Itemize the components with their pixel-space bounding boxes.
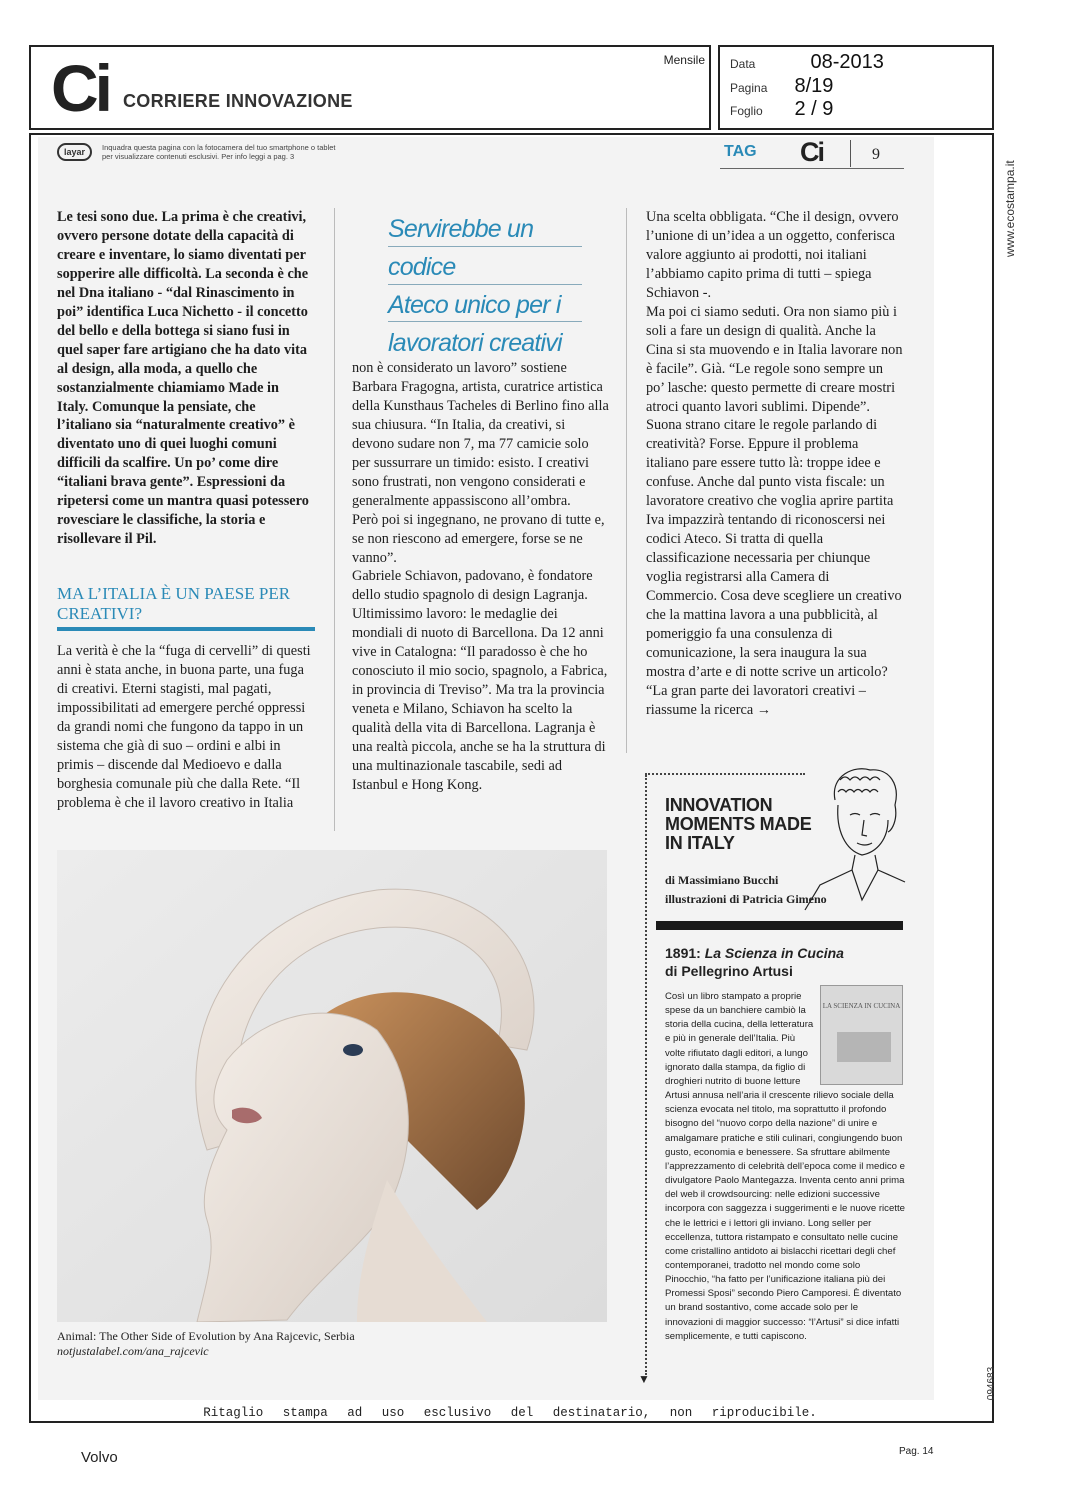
book-heading bbox=[665, 944, 905, 980]
quote-rule bbox=[388, 321, 582, 322]
header-masthead bbox=[29, 45, 711, 130]
sidebar-author: di Massimiano Bucchi bbox=[665, 873, 779, 887]
layar-instructions: Inquadra questa pagina con la fotocamera del tuo smartphone o tablet per visualizzare contenuti esclusivi. Per info leggi a pag. 3 bbox=[102, 143, 336, 161]
photo-caption bbox=[57, 1329, 607, 1359]
book-author: di Pellegrino Artusi bbox=[665, 963, 793, 979]
book-cover-title: LA SCIENZA IN CUCINA bbox=[822, 1002, 901, 1010]
code-text: 094683 bbox=[986, 1366, 998, 1401]
header-metadata bbox=[718, 45, 994, 130]
publication-name: CORRIERE INNOVAZIONE bbox=[123, 91, 353, 111]
caption-text: Animal: The Other Side of Evolution by Ana Rajcevic, Serbia bbox=[57, 1329, 355, 1343]
date-value: 08-2013 bbox=[810, 51, 884, 73]
side-code bbox=[986, 1360, 1010, 1410]
pagina-label: Pagina bbox=[730, 81, 768, 95]
layar-logo-icon: layar bbox=[57, 143, 92, 161]
section-logo: Ci bbox=[800, 137, 823, 167]
article-column-2 bbox=[352, 359, 610, 795]
pagina-row bbox=[730, 75, 833, 98]
pull-quote-line: Ateco unico per i bbox=[388, 291, 561, 319]
date-row bbox=[730, 51, 884, 74]
column-divider bbox=[334, 208, 335, 831]
arrow-down-icon: ▼ bbox=[638, 1372, 650, 1386]
caption-url: notjustalabel.com/ana_rajcevic bbox=[57, 1344, 209, 1358]
sidebar-byline bbox=[665, 871, 885, 909]
intro-paragraph: Le tesi sono due. La prima è che creativi, ovvero persone dotate della capacità di creare e inventare, lo siamo diventati per sopperire alle difficoltà. La seconda è che nel Dna italiano - “dal Rinascimento in poi” identifica Luca Nichetto - il concetto del bello e della bottega si siano fusi in quel saper fare artigiano che ha dato vita al design, alla moda, a quello che sostanzialmente chiamiamo Made in Italy. Comunque la pensiate, che l’italiano sia “naturalmente creativo” è diventato uno di quei luoghi comuni difficili da scalfire. Un po’ come dire “italiani brava gente”. Espressioni da ripetersi come un mantra quasi potessero rovesciare le classifiche, la storia e risollevare il Pil. bbox=[57, 209, 309, 548]
pull-quote bbox=[388, 210, 588, 362]
body-paragraph: Però poi si ingegnano, ne provano di tutte e, se non riescono ad emergere, forse se ne vanno”. bbox=[352, 511, 605, 566]
header-divider bbox=[850, 140, 851, 167]
body-paragraph: non è considerato un lavoro” sostiene Barbara Fragogna, artista, curatrice artistica della Kunsthaus Tacheles di Berlino fino alla sua chiusura. “In Italia, da creativi, si devono sudare non 7, ma 77 camicie solo per sussurrare un timido: esisto. I creativi sono frustrati, non vengono considerati e generalmente appassiscono all’ombra. bbox=[352, 360, 609, 509]
foglio-value: 2 / 9 bbox=[794, 98, 834, 120]
clipping-notice: Ritaglio stampa ad uso esclusivo del destinatario, non riproducibile. bbox=[203, 1406, 817, 1420]
article-subhead: MA L’ITALIA È UN PAESE PER CREATIVI? bbox=[57, 584, 291, 623]
body-paragraph: Una scelta obbligata. “Che il design, ovvero l’unione di un’idea a un oggetto, conferisca valore aggiunto ai prodotti, noi italiani l’abbiamo capito prima di tutti – spiega Schiavon -. bbox=[646, 209, 899, 301]
body-paragraph: Ma poi ci siamo seduti. Ora non siamo più i soli a fare un design di qualità. Anche la Cina si sta muovendo e in Italia lavorare non è facile”. Già. “Le regole sono sempre un po’ lasche: questo permette di creare mostri atroci quanto lavori sublimi. Dipende”. bbox=[646, 303, 903, 415]
sidebar-illustrator: illustrazioni di Patricia Gimeno bbox=[665, 892, 827, 906]
article-intro bbox=[57, 208, 312, 549]
date-label: Data bbox=[730, 57, 756, 71]
pull-quote-line: lavoratori creativi bbox=[388, 329, 562, 357]
foglio-label: Foglio bbox=[730, 104, 763, 118]
sidebar-dotted-rule bbox=[645, 773, 805, 775]
pagina-value: 8/19 bbox=[794, 75, 834, 97]
publication-logo: Ci bbox=[51, 51, 109, 125]
body-paragraph: Gabriele Schiavon, padovano, è fondatore dello studio spagnolo di design Lagranja. Ultimissimo lavoro: le medaglie dei mondiali di nuoto di Barcellona. Da 12 anni vive in Catalogna: “Il paradosso è che ho conosciuto il mio socio, spagnolo, a Fabrica, in provincia di Treviso”. Ma tra la provincia veneta e Milano, Schiavon ha scelto la qualità della vita di Barcellona. Lagranja è una realtà piccola, anche se ha la struttura di una multinazionale tascabile, sedi ad Istanbul e Hong Kong. bbox=[352, 568, 608, 793]
book-title: La Scienza in Cucina bbox=[704, 945, 844, 961]
column-divider bbox=[626, 208, 627, 753]
frequency-label: Mensile bbox=[663, 53, 705, 67]
article-column-1 bbox=[57, 642, 315, 813]
sidebar-bar bbox=[656, 921, 903, 930]
quote-rule bbox=[388, 284, 582, 285]
book-year: 1891: bbox=[665, 945, 701, 961]
sidebar-dotted-rule bbox=[645, 775, 647, 1375]
magazine-page-number: 9 bbox=[872, 146, 880, 163]
pull-quote-line: Servirebbe un codice bbox=[388, 215, 534, 281]
side-website bbox=[1000, 150, 1020, 260]
book-description bbox=[665, 990, 905, 1344]
section-tag: TAG bbox=[724, 143, 757, 160]
subhead-rule bbox=[57, 627, 315, 631]
page-counter: Pag. 14 bbox=[899, 1446, 934, 1457]
article-photo bbox=[57, 850, 607, 1322]
client-name: Volvo bbox=[81, 1449, 118, 1466]
header-rule bbox=[720, 168, 904, 169]
quote-rule bbox=[388, 246, 582, 247]
body-paragraph: La verità è che la “fuga di cervelli” di questi anni è stata anche, in buona parte, una fuga di creativi. Eterni stagisti, mal pagati, impossibilitati ad emergere perché oppressi da grandi nomi che fungono da tappo in un sistema che già di suo – ordini e albi in primis – discende dal Medioevo e dalla borghesia comunale più che dalla Rete. “Il problema è che il lavoro creativo in Italia bbox=[57, 643, 311, 811]
body-paragraph: Suona strano citare le regole parlando di creatività? Forse. Eppure il problema italiano pare essere tutto là: troppe idee e confuse. Anche dal punto vista fiscale: un lavoratore creativo che voglia aprire partita Iva impazzirà tentando di riconoscersi nei codici Ateco. Si tratta di quella classificazione necessaria per chiunque voglia registrarsi alla Camera di Commercio. Cosa deve scegliere un creativo che la mattina lavora a una pubblicità, al pomeriggio fa una consulenza di comunicazione, la sera inaugura la sua mostra d’arte e di notte scrive un articolo? “La gran parte dei lavoratori creativi – riassume la ricerca → bbox=[646, 417, 902, 718]
foglio-row bbox=[730, 98, 833, 121]
book-text: Così un libro stampato a proprie spese da un banchiere cambiò la storia della cucina, della letteratura e più in generale dell’Italia. Più volte rifiutato dagli editori, a lungo ignorato dalla stampa, da figlio di droghieri nutrito di buone letture Artusi annusa nell’aria il crescente rilievo sociale della scienza evocata nel titolo, ma soprattutto il profondo bisogno del “nuovo corpo della nazione” di unire e amalgamare pratiche e stili culinari, congiungendo buon gusto, economia e benessere. Sa sfruttare abilmente l’apprezzamento di celebrità dell’epoca come il medico e divulgatore Paolo Mantegazza. Inventa cento anni prima del web il crowdsourcing: nelle edizioni successive incorpora con saggezza i suggerimenti e le nuove ricette che le lettrici e i lettori gli inviano. Long seller per eccellenza, tuttora ristampato e consultato nelle cucine come cristallino antidoto ai bislacchi ricettari degli chef contemporanei, tradotto nel mondo come solo Pinocchio, “ha fatto per l’unificazione italiana più dei Promessi Sposi” secondo Piero Camporesi. È diventato un brand sostantivo, come accade solo per le innovazioni di maggior successo: “l’Artusi” si dice infatti semplicemente, e tutti capiscono. bbox=[665, 991, 905, 1342]
website-text: www.ecostampa.it bbox=[1003, 160, 1017, 257]
sidebar-title: INNOVATION MOMENTS MADE IN ITALY bbox=[665, 795, 812, 853]
article-column-3 bbox=[646, 208, 904, 720]
